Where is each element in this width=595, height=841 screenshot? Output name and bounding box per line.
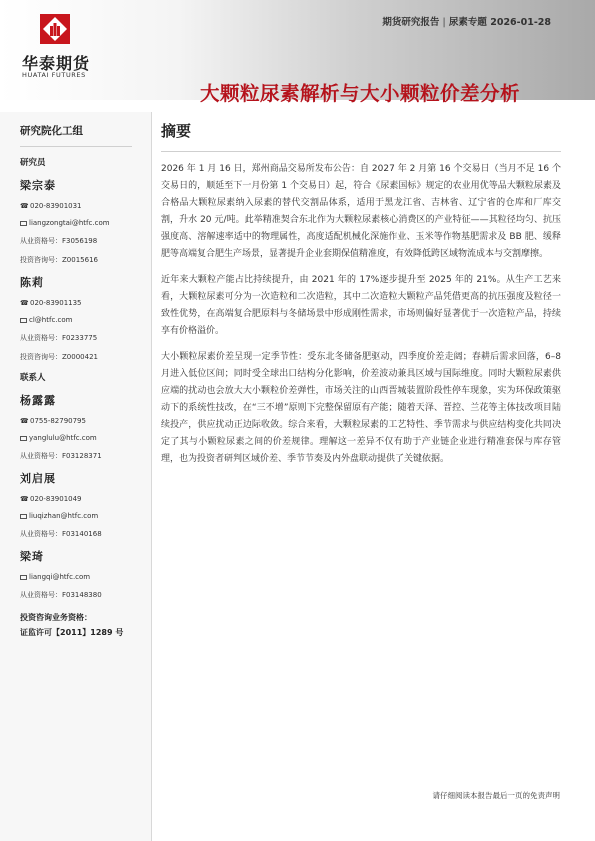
researcher-cert: 从业资格号：F0233775 — [20, 334, 98, 342]
contact-email[interactable] — [20, 434, 148, 442]
mail-icon — [20, 221, 27, 226]
contact-email[interactable] — [20, 573, 148, 581]
phone-number: 020-83901049 — [30, 495, 82, 503]
report-date: 2026-01-28 — [490, 17, 551, 28]
email-address[interactable]: liuqizhan@htfc.com — [29, 512, 99, 520]
researcher-email[interactable] — [20, 219, 148, 227]
phone-icon: ☎ — [20, 417, 29, 425]
report-series: 尿素专题 — [448, 17, 487, 28]
phone-icon: ☎ — [20, 299, 29, 307]
team-name: 研究院化工组 — [20, 125, 83, 137]
email-address[interactable]: liangqi@htfc.com — [29, 573, 91, 581]
logo-english-name: HUATAI FUTURES — [22, 71, 86, 79]
contact-phone — [20, 495, 148, 503]
phone-number: 0755-82790795 — [30, 417, 86, 425]
qualification-title: 投资咨询业务资格： — [20, 613, 92, 622]
researcher-name: 陈莉 — [20, 276, 44, 289]
contact-cert: 从业资格号：F03148380 — [20, 591, 102, 599]
contact-cert: 从业资格号：F03128371 — [20, 452, 102, 460]
report-header — [0, 0, 595, 105]
mail-icon — [20, 318, 27, 323]
phone-number: 020-83901135 — [30, 299, 82, 307]
report-type: 期货研究报告 — [382, 17, 440, 28]
phone-number: 020-83901031 — [30, 202, 82, 210]
summary-paragraph: 大小颗粒尿素价差呈现一定季节性：受东北冬储备肥驱动，四季度价差走阔；春耕后需求回落，6–8 月进入低位区间；同时受全球出口结构分化影响，价差波动兼具区域与国际维度。同时大颗粒尿素供应端的扰动也会放大大小颗粒价差弹性，市场关注的山西晋城装置阶段性停车现象，实为环保政策驱动下的系统性技改，在“三不增”原则下完整保留原有产能；随着天泽、晋控、兰花等主体技改项目陆续投产，供应扰动正边际收敛。综合来看，大颗粒尿素的工艺特性、季节需求与供应结构变化共同决定了其与小颗粒尿素之间的价差规律。理解这一差异不仅有助于产业链企业进行精准套保与库存管理，也为投资者研判区域价差、季节节奏及内外盘联动提供了关键依据。 — [161, 352, 561, 464]
logo-chinese-name: 华泰期货 — [22, 54, 91, 73]
contact-email[interactable] — [20, 512, 148, 520]
email-address[interactable]: liangzongtai@htfc.com — [29, 219, 110, 227]
logo-mark-icon — [40, 14, 70, 44]
contact-name: 梁琦 — [20, 550, 44, 563]
contact-phone — [20, 417, 148, 425]
summary-divider — [161, 151, 561, 152]
qualification-license: 证监许可【2011】1289 号 — [20, 628, 124, 637]
team-divider — [20, 146, 132, 147]
contact-name: 杨露露 — [20, 394, 56, 407]
researcher-email[interactable] — [20, 316, 148, 324]
contacts-label: 联系人 — [20, 373, 46, 383]
summary-paragraph: 近年来大颗粒产能占比持续提升，由 2021 年的 17%逐步提升至 2025 年的 21%。从生产工艺来看，大颗粒尿素可分为一次造粒和二次造粒，其中二次造粒大颗粒产品凭借更高的抗压强度及粒径一致性优势，在高端复合肥原料与冬储场景中形成刚性需求，市场则偏好显著优于一次造粒产品，持续享有价格溢价。 — [161, 275, 561, 336]
summary-heading: 摘要 — [161, 122, 192, 140]
company-logo — [22, 14, 102, 79]
email-address[interactable]: yanglulu@htfc.com — [29, 434, 97, 442]
report-meta — [382, 14, 551, 28]
researcher-cert: 从业资格号：F3056198 — [20, 237, 98, 245]
contact-name: 刘启展 — [20, 472, 56, 485]
phone-icon: ☎ — [20, 495, 29, 503]
summary-section — [161, 112, 561, 468]
researcher-consult: 投资咨询号：Z0015616 — [20, 256, 98, 264]
researcher-consult: 投资咨询号：Z0000421 — [20, 353, 98, 361]
phone-icon: ☎ — [20, 202, 29, 210]
disclaimer-note: 请仔细阅读本报告最后一页的免责声明 — [432, 791, 560, 800]
author-sidebar — [0, 112, 152, 841]
researcher-phone — [20, 202, 148, 210]
researcher-phone — [20, 299, 148, 307]
mail-icon — [20, 575, 27, 580]
summary-paragraph: 2026 年 1 月 16 日，郑州商品交易所发布公告：自 2027 年 2 月第 16 个交易日（当月不足 16 个交易日的，顺延至下一月份第 1 个交易日）起，符合《尿素国标》规定的农业用优等品大颗粒尿素及合格品大颗粒尿素纳入尿素的替代交割品体系，适用于黑龙江省、吉林省、辽宁省的仓库和厂库交割，升水 20 元/吨。此举精准契合东北作为大颗粒尿素核心消费区的产业特征——其粒径均匀、抗压强度高、溶解速率适中的物理属性，高度适配机械化深施作业、玉米等作物基肥需求及 BB 肥、缓释肥等高端复合肥生产场景，显著提升企业套期保值精准度，有效降低跨区域物流成本与交割摩擦。 — [161, 164, 561, 259]
email-address[interactable]: cl@htfc.com — [29, 316, 73, 324]
researchers-label: 研究员 — [20, 158, 46, 168]
contact-cert: 从业资格号：F03140168 — [20, 530, 102, 538]
report-title: 大颗粒尿素解析与大小颗粒价差分析 — [199, 82, 520, 105]
mail-icon — [20, 514, 27, 519]
mail-icon — [20, 436, 27, 441]
researcher-name: 梁宗泰 — [20, 179, 56, 192]
meta-separator: | — [442, 17, 446, 28]
